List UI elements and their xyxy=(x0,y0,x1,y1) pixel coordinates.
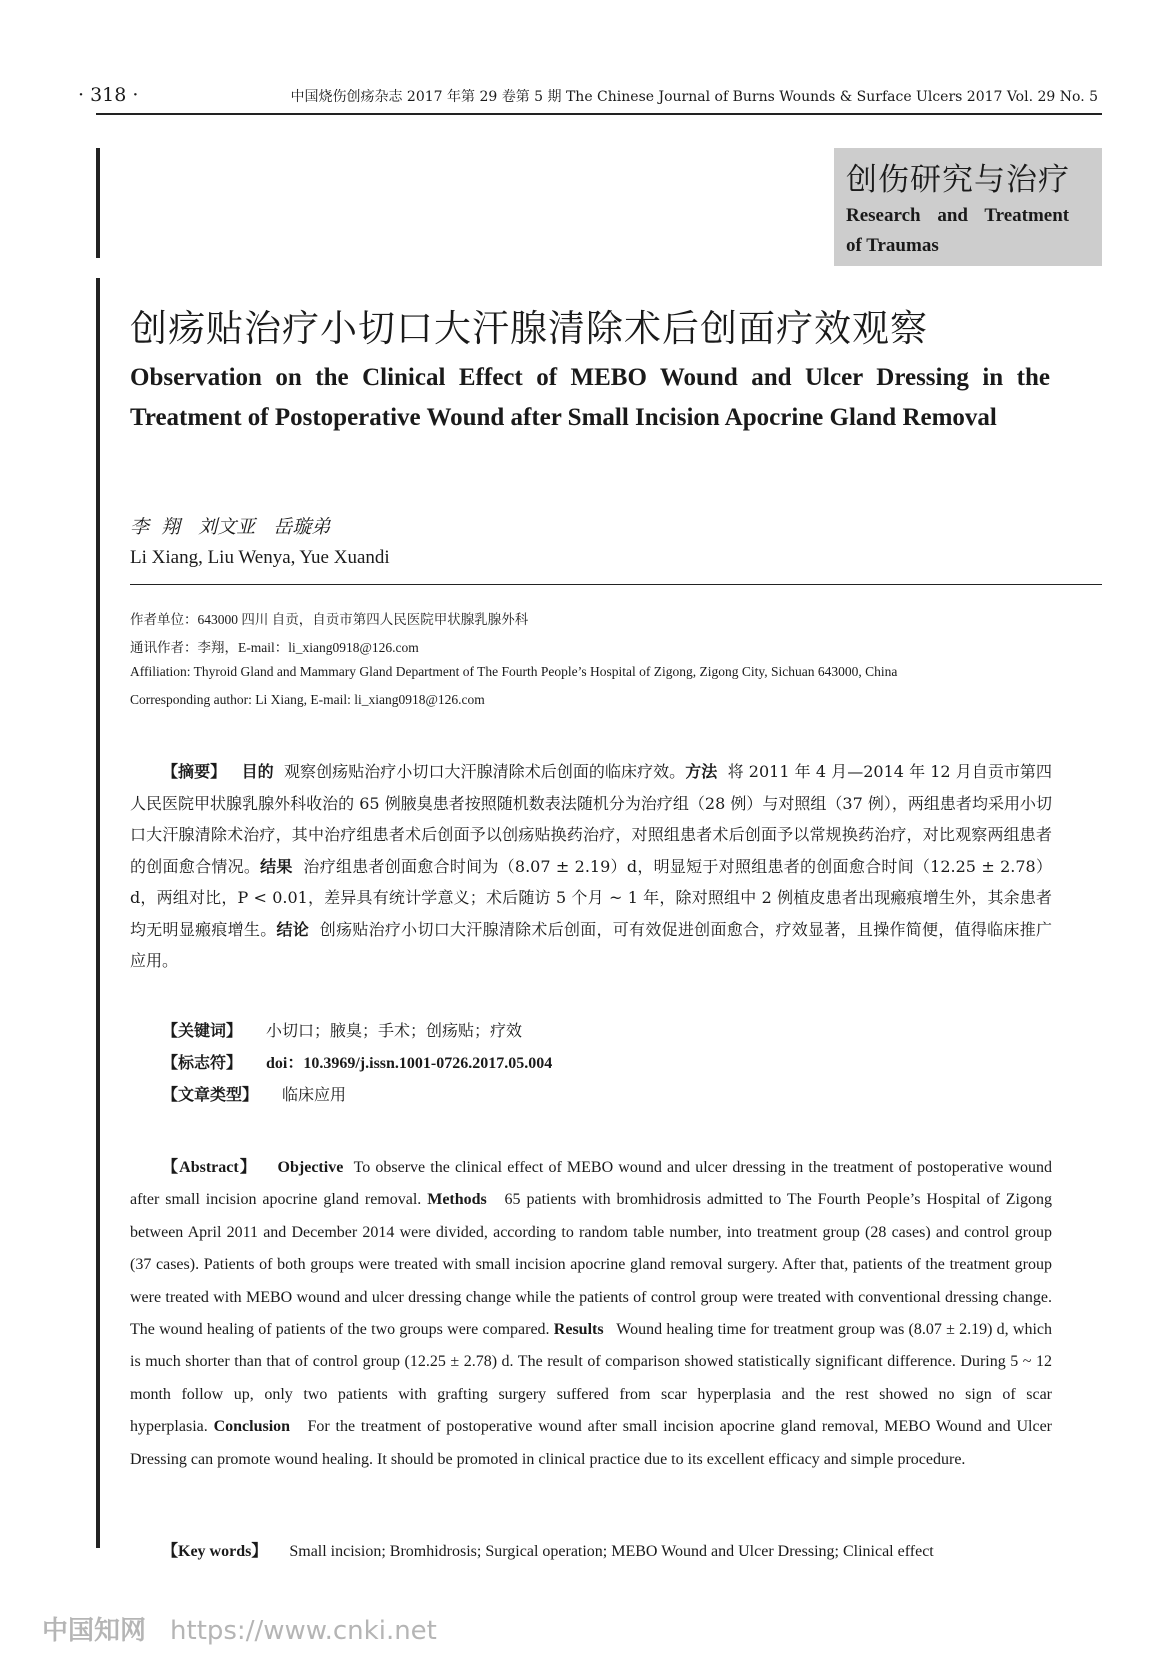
abstract-en xyxy=(130,1152,1052,1476)
correspondence-cn: 通讯作者：李翔，E-mail：li_xiang0918@126.com xyxy=(130,640,419,655)
authors-cn: 李 翔 刘文亚 岳璇弟 xyxy=(130,516,331,538)
keywords-en xyxy=(162,1538,1052,1561)
author-divider xyxy=(130,584,1102,585)
abstract-cn-conclusion: 创疡贴治疗小切口大汗腺清除术后创面，可有效促进创面愈合，疗效显著，且操作简便，值得临床推广应用。 xyxy=(130,919,1052,970)
abstract-en-conclusion-label: Conclusion xyxy=(213,1418,291,1436)
abstract-en-results-label: Results xyxy=(553,1321,604,1339)
doi-label: 【标志符】 xyxy=(162,1053,243,1072)
abstract-en-objective: To observe the clinical effect of MEBO wound and ulcer dressing in the treatment of postoperative wound after small incision apocrine gland removal. xyxy=(130,1159,1053,1209)
abstract-cn-label: 【摘要】 xyxy=(162,762,227,781)
section-box xyxy=(834,148,1102,266)
left-margin-bar-top xyxy=(96,148,100,258)
keywords-cn xyxy=(162,1018,522,1041)
abstract-en-label: 【Abstract】 xyxy=(162,1159,257,1176)
abstract-en-methods-label: Methods xyxy=(427,1191,487,1209)
article-title-cn: 创疡贴治疗小切口大汗腺清除术后创面疗效观察 xyxy=(130,307,928,350)
watermark-brand: 中国知网 xyxy=(42,1616,147,1646)
doi-line xyxy=(162,1050,552,1073)
affiliation-en: Affiliation: Thyroid Gland and Mammary Gland Department of The Fourth People’s Hospital of Zigong, Zigong City, Sichuan 643000, China xyxy=(130,664,898,679)
abstract-en-methods: 65 patients with bromhidrosis admitted to The Fourth People’s Hospital of Zigong between April 2011 and December 2014 were divided, according to random table number, into treatment group (28 cases) and control group (37 cases). Patients of both groups were treated with small incision apocrine gland removal surgery. After that, patients of the treatment group were treated with MEBO wound and ulcer dressing change while the patients of control group were treated with conventional dressing change. The wound healing of patients of the two groups were compared. xyxy=(130,1191,1053,1339)
abstract-en-conclusion: For the treatment of postoperative wound after small incision apocrine gland removal, MEBO Wound and Ulcer Dressing can promote wound healing. It should be promoted in clinical practice due to its excellent efficacy and simple procedure. xyxy=(130,1418,1052,1468)
abstract-cn-objective-label: 目的 xyxy=(241,762,274,781)
left-margin-bar xyxy=(96,278,100,1548)
header-rule xyxy=(96,113,1102,115)
running-header: 中国烧伤创疡杂志 2017 年第 29 卷第 5 期 The Chinese Journal of Burns Wounds & Surface Ulcers 2017 Vol. 29 No. 5 xyxy=(290,89,1098,105)
keywords-cn-label: 【关键词】 xyxy=(162,1021,243,1040)
doi-value: doi：10.3969/j.issn.1001-0726.2017.05.004 xyxy=(266,1055,553,1072)
keywords-en-value: Small incision; Bromhidrosis; Surgical operation; MEBO Wound and Ulcer Dressing; Clinical effect xyxy=(289,1543,934,1560)
abstract-en-objective-label: Objective xyxy=(277,1159,344,1176)
article-type-line xyxy=(162,1082,346,1105)
keywords-en-label: 【Key words】 xyxy=(162,1543,268,1560)
keywords-cn-value: 小切口；腋臭；手术；创疡贴；疗效 xyxy=(266,1021,523,1040)
section-title-en-line1: Research and Treatment xyxy=(846,205,1070,226)
abstract-cn-objective: 观察创疡贴治疗小切口大汗腺清除术后创面的临床疗效。 xyxy=(284,762,686,781)
section-title-cn: 创伤研究与治疗 xyxy=(846,162,1070,198)
authors-en: Li Xiang, Liu Wenya, Yue Xuandi xyxy=(130,547,390,568)
page-number: · 318 · xyxy=(78,84,139,106)
abstract-cn-conclusion-label: 结论 xyxy=(276,919,310,939)
abstract-cn xyxy=(130,756,1052,977)
watermark-url: https://www.cnki.net xyxy=(170,1616,437,1646)
correspondence-en: Corresponding author: Li Xiang, E-mail: li_xiang0918@126.com xyxy=(130,692,485,707)
abstract-cn-methods-label: 方法 xyxy=(685,762,718,781)
article-type-label: 【文章类型】 xyxy=(162,1085,259,1104)
abstract-cn-results-label: 结果 xyxy=(260,856,293,876)
section-title-en-line2: of Traumas xyxy=(846,235,939,256)
abstract-en-results: Wound healing time for treatment group was (8.07 ± 2.19) d, which is much shorter than that of control group (12.25 ± 2.78) d. The result of comparison showed statistically significant difference. During 5 ~ 12 month follow up, only two patients with grafting surgery suffered from scar hyperplasia and the rest showed no sign of scar hyperplasia. xyxy=(130,1321,1053,1436)
article-title-en: Observation on the Clinical Effect of MEBO Wound and Ulcer Dressing in the Treatment of Postoperative Wound after Small Incision Apocrine Gland Removal xyxy=(130,364,1050,431)
abstract-cn-methods: 将 2011 年 4 月—2014 年 12 月自贡市第四人民医院甲状腺乳腺外科收治的 65 例腋臭患者按照随机数表法随机分为治疗组（28 例）与对照组（37 例），两组患者均采用小切口大汗腺清除术治疗，其中治疗组患者术后创面予以创疡贴换药治疗，对照组患者术后创面予以常规换药治疗，对比观察两组患者的创面愈合情况。 xyxy=(130,762,1052,876)
article-type-value: 临床应用 xyxy=(282,1085,347,1104)
abstract-cn-results: 治疗组患者创面愈合时间为（8.07 ± 2.19）d，明显短于对照组患者的创面愈合时间（12.25 ± 2.78）d，两组对比，P < 0.01，差异具有统计学意义；术后随访 5 个月 ~ 1 年，除对照组中 2 例植皮患者出现瘢痕增生外，其余患者均无明显瘢痕增生。 xyxy=(130,856,1052,939)
cnki-watermark xyxy=(42,1610,437,1647)
affiliation-cn: 作者单位：643000 四川 自贡，自贡市第四人民医院甲状腺乳腺外科 xyxy=(130,612,529,627)
